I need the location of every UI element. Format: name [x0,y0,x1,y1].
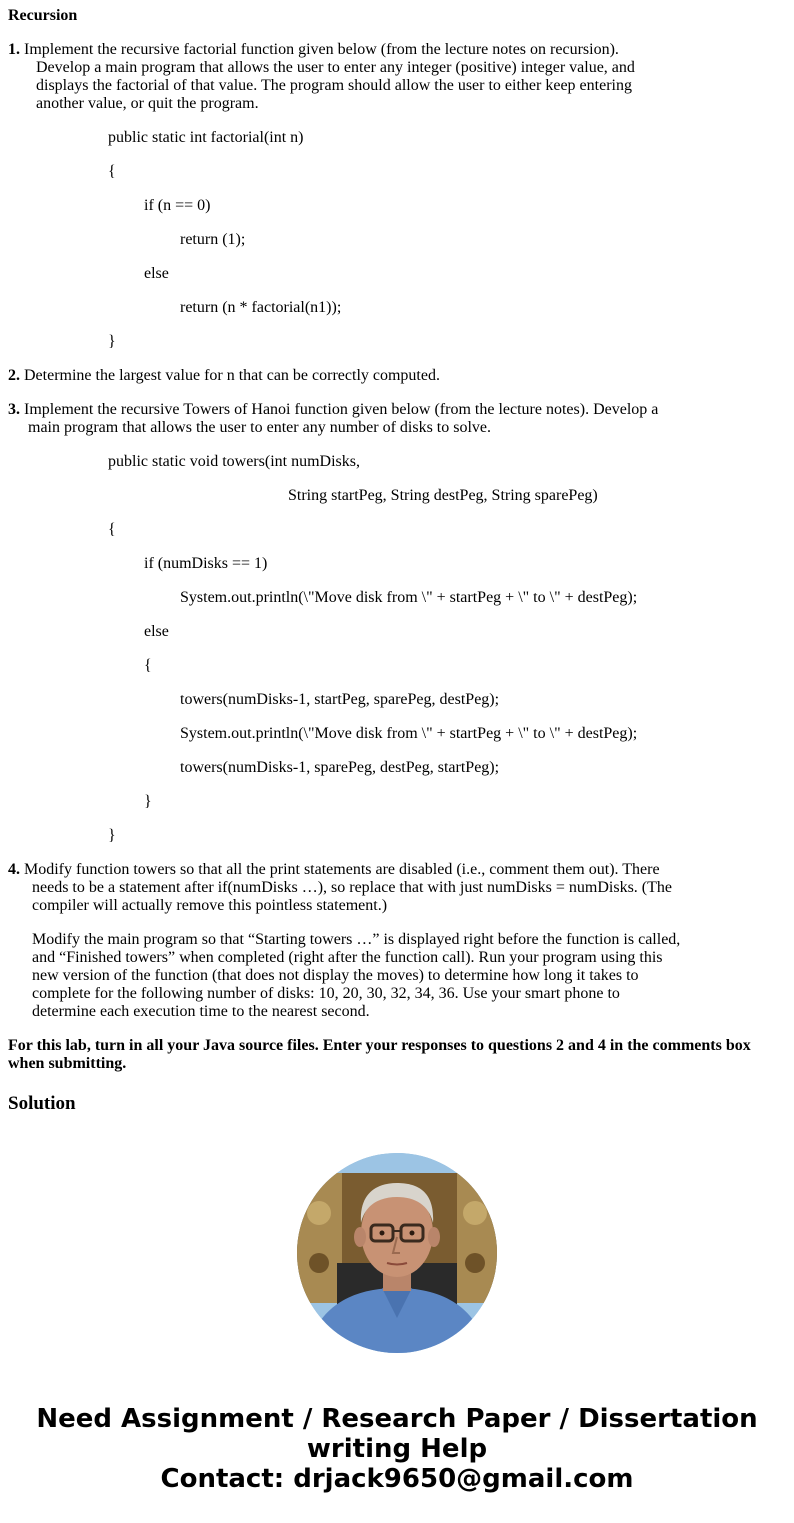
q1-line-1 [8,41,619,59]
q1-line-4: another value, or quit the program. [36,95,259,112]
banner-contact-line: Contact: drjack9650@gmail.com [160,1464,634,1494]
q3-code-line: } [108,827,116,844]
avatar [297,1153,497,1353]
q1-code-line: { [108,163,116,180]
banner-line-2: writing Help [306,1434,488,1464]
q3-code-line: System.out.println(\"Move disk from \" + startPeg + \" to \" + destPeg); [180,589,638,606]
avatar-portrait-image [297,1153,497,1353]
q1-line-3: displays the factorial of that value. The program should allow the user to either keep entering [36,77,632,94]
contact-banner [0,1404,794,1494]
q4-para2-line: and “Finished towers” when completed (right after the function call). Run your program using this [32,949,663,966]
q1-number: 1. [8,41,20,58]
q1-code-line: if (n == 0) [144,197,211,214]
q4-number: 4. [8,861,20,878]
q4-para2-line: determine each execution time to the nearest second. [32,1003,370,1020]
q3-code-line: else [144,623,169,640]
q4-line-1 [8,861,660,879]
q4-para2-line: new version of the function (that does not display the moves) to determine how long it takes to [32,967,639,984]
turn-in-line-2: when submitting. [8,1055,127,1072]
q3-code-line: { [144,657,152,674]
q3-text-1: Implement the recursive Towers of Hanoi function given below (from the lecture notes). Develop a [24,401,659,418]
q3-code-line: { [108,521,116,538]
q4-text-1: Modify function towers so that all the print statements are disabled (i.e., comment them out). There [24,861,660,878]
q1-text-1: Implement the recursive factorial function given below (from the lecture notes on recursion). [24,41,619,58]
page-title: Recursion [8,7,78,24]
q4-para2-line: complete for the following number of disks: 10, 20, 30, 32, 34, 36. Use your smart phone to [32,985,620,1002]
turn-in-line-1: For this lab, turn in all your Java source files. Enter your responses to questions 2 and 4 in the comments box [8,1037,751,1054]
q3-line-2: main program that allows the user to enter any number of disks to solve. [28,419,492,436]
q3-code-line: } [144,793,152,810]
q1-line-2: Develop a main program that allows the user to enter any integer (positive) integer value, and [36,59,635,76]
solution-heading: Solution [8,1093,76,1114]
q3-code-line: public static void towers(int numDisks, [108,453,360,470]
q2-text: Determine the largest value for n that can be correctly computed. [24,367,440,384]
q2-number: 2. [8,367,20,384]
q1-code-line: return (1); [180,231,246,248]
q1-code-line: else [144,265,169,282]
q3-code-line: towers(numDisks-1, sparePeg, destPeg, startPeg); [180,759,500,776]
q1-code-line: return (n * factorial(n1)); [180,299,342,316]
q3-line-1 [8,401,658,419]
q3-code-line: if (numDisks == 1) [144,555,268,572]
q4-line-3: compiler will actually remove this pointless statement.) [32,897,388,914]
q2-line [8,367,440,385]
q3-code-line: String startPeg, String destPeg, String sparePeg) [288,487,598,504]
q3-code-line: System.out.println(\"Move disk from \" + startPeg + \" to \" + destPeg); [180,725,638,742]
q3-number: 3. [8,401,20,418]
q1-code-line: } [108,333,116,350]
q4-line-2: needs to be a statement after if(numDisks …), so replace that with just numDisks = numDisks. (The [32,879,673,896]
banner-line-1: Need Assignment / Research Paper / Dissertation [36,1404,758,1434]
q3-code-line: towers(numDisks-1, startPeg, sparePeg, destPeg); [180,691,500,708]
q4-para2-line: Modify the main program so that “Starting towers …” is displayed right before the function is called, [32,931,681,948]
q1-code-line: public static int factorial(int n) [108,129,304,146]
